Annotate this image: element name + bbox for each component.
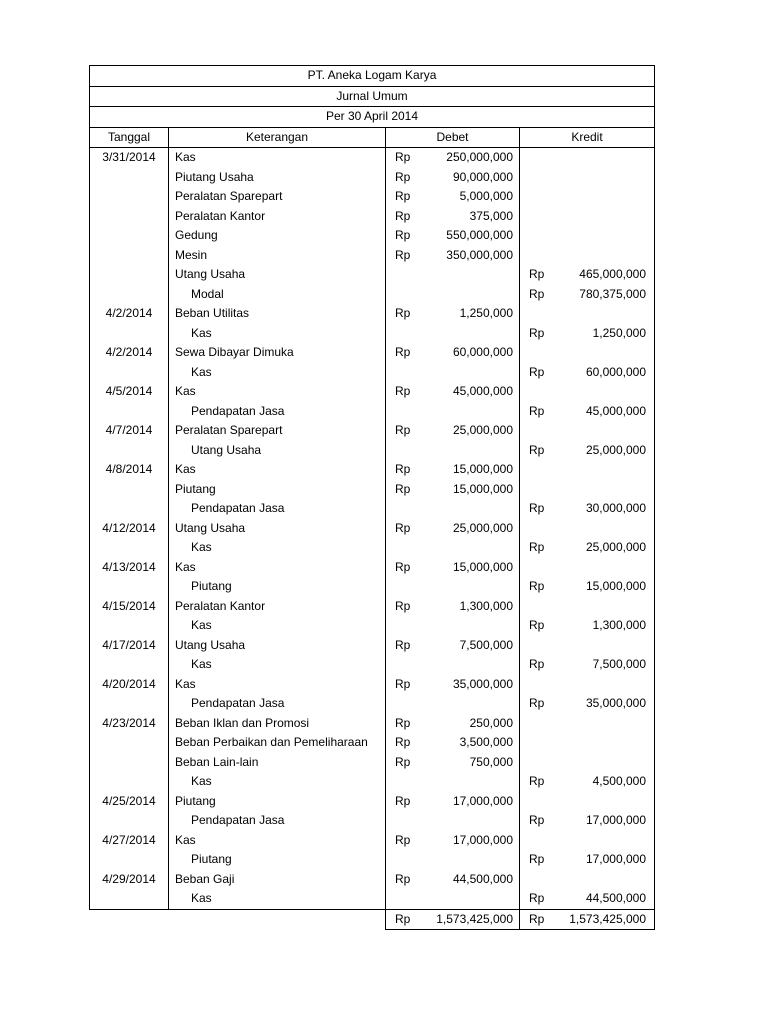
credit-currency: Rp [529,267,545,281]
journal-row [90,616,655,636]
credit-currency: Rp [529,774,545,788]
debit-amount: 1,250,000 [420,304,520,324]
entry-description: Utang Usaha [169,519,386,539]
total-debit: 1,573,425,000 [420,909,520,930]
entry-date [90,889,169,909]
header-credit: Kredit [520,127,655,148]
credit-currency: Rp [520,889,554,909]
credit-currency: Rp [529,618,545,632]
entry-description: Kas [169,889,386,909]
entry-description: Peralatan Kantor [169,597,386,617]
journal-row [90,226,655,246]
debit-currency [386,499,420,519]
journal-row [90,889,655,909]
debit-currency [386,811,420,831]
entry-description: Peralatan Kantor [169,207,386,227]
entry-description: Kas [169,831,386,851]
period-label: Per 30 April 2014 [90,107,655,128]
journal-row [90,363,655,383]
credit-currency [520,831,554,851]
entry-date: 4/15/2014 [90,597,169,617]
credit-currency [520,168,554,188]
journal-row [90,480,655,500]
debit-amount: 15,000,000 [420,480,520,500]
debit-amount: 17,000,000 [420,831,520,851]
credit-amount: 7,500,000 [554,655,655,675]
credit-amount [554,304,655,324]
entry-description: Pendapatan Jasa [169,694,386,714]
entry-date [90,772,169,792]
entry-date: 4/17/2014 [90,636,169,656]
debit-amount: 7,500,000 [420,636,520,656]
debit-amount [420,538,520,558]
credit-currency [520,304,554,324]
journal-row [90,402,655,422]
credit-currency: Rp [529,364,545,379]
debit-currency [386,772,420,792]
credit-amount: 60,000,000 [554,363,655,383]
header-description: Keterangan [169,127,386,148]
debit-currency: Rp [395,676,411,691]
journal-row [90,460,655,480]
debit-currency [386,889,420,909]
debit-currency: Rp [395,520,411,535]
entry-date: 4/20/2014 [90,675,169,695]
journal-row [90,207,655,227]
debit-currency: Rp [395,715,411,730]
credit-amount [554,207,655,227]
credit-amount: 45,000,000 [554,402,655,422]
journal-row [90,733,655,753]
entry-description: Kas [169,382,386,402]
total-credit-currency: Rp [520,909,554,930]
entry-date [90,363,169,383]
debit-amount [420,402,520,422]
entry-date: 4/13/2014 [90,558,169,578]
debit-currency: Rp [395,228,411,242]
debit-currency [386,363,420,383]
credit-currency [520,597,554,617]
debit-amount [420,441,520,461]
journal-row [90,636,655,656]
debit-amount: 44,500,000 [420,870,520,890]
entry-description: Utang Usaha [169,265,386,285]
credit-amount: 1,300,000 [554,616,655,636]
credit-currency: Rp [529,286,545,301]
debit-amount: 750,000 [420,753,520,773]
entry-date [90,480,169,500]
debit-currency [386,616,420,636]
entry-date [90,441,169,461]
credit-currency [520,421,554,441]
entry-date: 4/5/2014 [90,382,169,402]
debit-currency: Rp [395,793,411,808]
credit-currency: Rp [529,501,545,515]
entry-description: Peralatan Sparepart [169,421,386,441]
entry-description: Kas [169,558,386,578]
entry-date [90,402,169,422]
debit-amount: 45,000,000 [420,382,520,402]
credit-currency [520,480,554,500]
credit-amount [554,460,655,480]
credit-amount [554,733,655,753]
debit-amount [420,889,520,909]
credit-amount [554,168,655,188]
debit-currency: Rp [395,384,411,398]
entry-description: Pendapatan Jasa [169,402,386,422]
credit-amount [554,675,655,695]
journal-row [90,558,655,578]
journal-row [90,655,655,675]
entry-description: Kas [169,616,386,636]
total-debit-currency: Rp [386,909,420,930]
debit-amount [420,811,520,831]
entry-description: Piutang [169,850,386,870]
entry-description: Pendapatan Jasa [169,499,386,519]
credit-currency [520,460,554,480]
entry-description: Utang Usaha [169,441,386,461]
entry-description: Piutang [169,480,386,500]
debit-currency: Rp [395,150,411,164]
debit-currency: Rp [395,481,411,496]
journal-row [90,187,655,207]
journal-row [90,246,655,266]
credit-currency [520,148,554,168]
entry-description: Pendapatan Jasa [169,811,386,831]
entry-date [90,168,169,188]
credit-amount [554,480,655,500]
journal-row [90,382,655,402]
debit-amount [420,772,520,792]
entry-description: Kas [169,324,386,344]
entry-date: 4/25/2014 [90,792,169,812]
credit-currency: Rp [529,540,545,554]
debit-amount [420,285,520,305]
debit-currency [386,850,420,870]
entry-description: Kas [169,772,386,792]
journal-row [90,265,655,285]
journal-row [90,538,655,558]
journal-row [90,870,655,890]
credit-currency [520,558,554,578]
credit-amount [554,636,655,656]
credit-currency [520,226,554,246]
credit-currency [520,733,554,753]
debit-amount: 90,000,000 [420,168,520,188]
journal-row [90,421,655,441]
debit-amount: 35,000,000 [420,675,520,695]
credit-amount [554,597,655,617]
debit-amount [420,324,520,344]
entry-date [90,246,169,266]
debit-currency: Rp [395,598,411,613]
journal-row [90,597,655,617]
entry-date [90,616,169,636]
entry-date: 4/2/2014 [90,343,169,363]
debit-currency: Rp [395,735,411,749]
entry-description: Beban Perbaikan dan Pemeliharaan [169,733,386,753]
journal-table [89,65,655,930]
entry-description: Kas [169,460,386,480]
debit-currency [386,265,420,285]
debit-amount: 25,000,000 [420,421,520,441]
credit-currency: Rp [529,579,545,593]
entry-date: 3/31/2014 [90,148,169,168]
debit-currency [386,577,420,597]
journal-row [90,304,655,324]
credit-amount [554,558,655,578]
credit-amount: 35,000,000 [554,694,655,714]
entry-description: Piutang [169,577,386,597]
journal-sheet [89,65,655,930]
journal-row [90,753,655,773]
credit-currency [520,382,554,402]
journal-row [90,285,655,305]
debit-currency [386,655,420,675]
credit-amount: 17,000,000 [554,850,655,870]
credit-amount [554,148,655,168]
journal-row [90,324,655,344]
credit-amount: 465,000,000 [554,265,655,285]
journal-row [90,519,655,539]
debit-currency [386,285,420,305]
credit-amount [554,246,655,266]
debit-amount: 3,500,000 [420,733,520,753]
credit-amount [554,714,655,734]
credit-amount [554,753,655,773]
debit-currency: Rp [395,208,411,223]
debit-currency: Rp [395,637,411,652]
debit-amount: 375,000 [420,207,520,227]
entry-date: 4/2/2014 [90,304,169,324]
debit-currency: Rp [395,462,411,476]
credit-amount: 1,250,000 [554,324,655,344]
entry-description: Mesin [169,246,386,266]
entry-date [90,811,169,831]
credit-currency [520,187,554,207]
journal-row [90,675,655,695]
entry-date [90,324,169,344]
debit-currency [386,538,420,558]
debit-currency: Rp [395,306,411,320]
totals-spacer [90,909,386,930]
journal-row [90,168,655,188]
entry-date [90,187,169,207]
totals-row [90,909,655,930]
entry-date [90,577,169,597]
credit-currency [520,753,554,773]
credit-currency: Rp [529,696,545,710]
entry-date [90,265,169,285]
debit-currency [386,402,420,422]
debit-currency [386,694,420,714]
journal-row [90,343,655,363]
debit-currency: Rp [395,832,411,847]
journal-row [90,714,655,734]
credit-currency [520,792,554,812]
credit-amount: 25,000,000 [554,538,655,558]
debit-amount: 17,000,000 [420,792,520,812]
credit-currency [520,714,554,734]
journal-row [90,577,655,597]
debit-currency: Rp [395,423,411,437]
debit-currency: Rp [395,169,411,184]
debit-currency: Rp [395,754,411,769]
entry-description: Kas [169,675,386,695]
debit-amount [420,577,520,597]
entry-description: Kas [169,148,386,168]
credit-amount [554,343,655,363]
debit-currency: Rp [395,247,411,262]
debit-currency: Rp [395,871,411,886]
entry-description: Beban Utilitas [169,304,386,324]
credit-amount [554,831,655,851]
credit-currency: Rp [529,852,545,866]
entry-description: Piutang [169,792,386,812]
credit-currency [520,343,554,363]
credit-currency [520,519,554,539]
entry-date [90,538,169,558]
header-date: Tanggal [90,127,169,148]
entry-description: Beban Gaji [169,870,386,890]
credit-currency: Rp [529,442,545,457]
entry-date: 4/7/2014 [90,421,169,441]
entry-date [90,655,169,675]
credit-amount [554,792,655,812]
journal-row [90,694,655,714]
debit-amount [420,655,520,675]
debit-amount: 250,000 [420,714,520,734]
credit-amount [554,421,655,441]
journal-row [90,811,655,831]
debit-amount: 5,000,000 [420,187,520,207]
debit-amount [420,265,520,285]
debit-amount: 15,000,000 [420,460,520,480]
entry-description: Utang Usaha [169,636,386,656]
debit-amount [420,499,520,519]
entry-description: Gedung [169,226,386,246]
entry-date [90,207,169,227]
credit-currency [520,675,554,695]
debit-currency: Rp [395,559,411,574]
credit-amount [554,382,655,402]
entry-description: Beban Lain-lain [169,753,386,773]
entry-date [90,694,169,714]
credit-amount: 25,000,000 [554,441,655,461]
debit-amount: 350,000,000 [420,246,520,266]
credit-currency: Rp [529,403,545,418]
entry-date: 4/27/2014 [90,831,169,851]
entry-date: 4/29/2014 [90,870,169,890]
debit-amount: 15,000,000 [420,558,520,578]
credit-currency: Rp [529,657,545,671]
entry-description: Beban Iklan dan Promosi [169,714,386,734]
debit-amount: 25,000,000 [420,519,520,539]
credit-currency [520,870,554,890]
credit-currency [520,636,554,656]
entry-date [90,733,169,753]
entry-date: 4/12/2014 [90,519,169,539]
debit-currency [386,441,420,461]
debit-currency [386,324,420,344]
entry-description: Kas [169,538,386,558]
entry-date [90,753,169,773]
debit-amount [420,616,520,636]
journal-row [90,441,655,461]
credit-amount [554,519,655,539]
credit-amount: 44,500,000 [554,889,655,909]
credit-currency: Rp [529,325,545,340]
journal-row [90,792,655,812]
journal-row [90,772,655,792]
credit-amount: 30,000,000 [554,499,655,519]
company-name: PT. Aneka Logam Karya [90,66,655,87]
credit-currency [520,207,554,227]
entry-date [90,285,169,305]
document-title: Jurnal Umum [90,86,655,107]
credit-amount [554,187,655,207]
credit-amount: 15,000,000 [554,577,655,597]
debit-amount: 1,300,000 [420,597,520,617]
debit-amount [420,363,520,383]
entry-date: 4/23/2014 [90,714,169,734]
journal-row [90,148,655,168]
journal-row [90,831,655,851]
entry-date [90,499,169,519]
debit-currency: Rp [395,345,411,359]
entry-date [90,226,169,246]
entry-description: Sewa Dibayar Dimuka [169,343,386,363]
debit-amount [420,850,520,870]
journal-row [90,499,655,519]
total-credit: 1,573,425,000 [554,909,655,930]
credit-currency: Rp [529,813,545,827]
debit-currency: Rp [395,189,411,203]
entry-description: Kas [169,363,386,383]
entry-description: Piutang Usaha [169,168,386,188]
debit-amount: 250,000,000 [420,148,520,168]
credit-amount: 780,375,000 [554,285,655,305]
entry-date: 4/8/2014 [90,460,169,480]
debit-amount [420,694,520,714]
debit-amount: 550,000,000 [420,226,520,246]
entry-description: Modal [169,285,386,305]
header-debit: Debet [386,127,520,148]
entry-description: Kas [169,655,386,675]
journal-row [90,850,655,870]
credit-amount [554,870,655,890]
entry-date [90,850,169,870]
debit-amount: 60,000,000 [420,343,520,363]
credit-currency [520,246,554,266]
credit-amount: 17,000,000 [554,811,655,831]
entry-description: Peralatan Sparepart [169,187,386,207]
credit-amount [554,226,655,246]
credit-amount: 4,500,000 [554,772,655,792]
